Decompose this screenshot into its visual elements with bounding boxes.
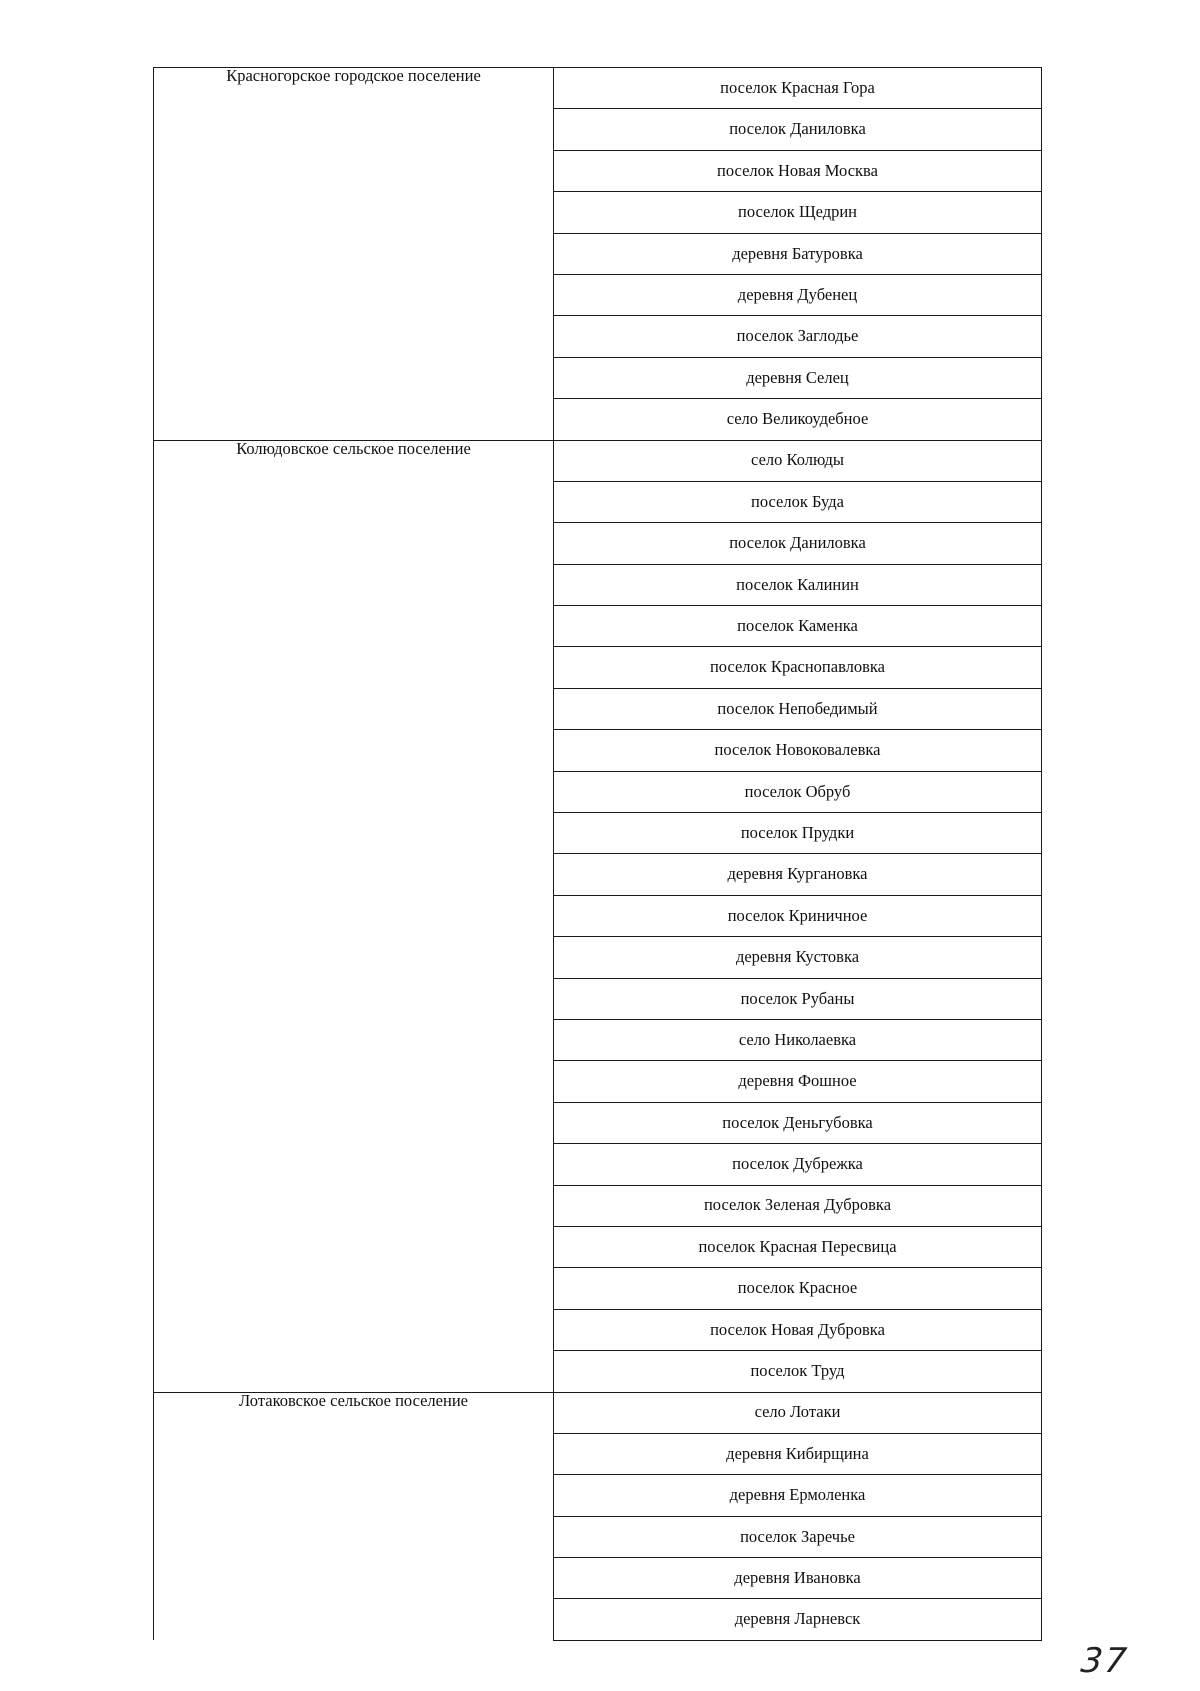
table-row <box>154 440 1042 481</box>
locality-cell: поселок Каменка <box>554 606 1042 647</box>
locality-cell: деревня Селец <box>554 357 1042 398</box>
locality-cell: деревня Ларневск <box>554 1599 1042 1640</box>
locality-cell: поселок Даниловка <box>554 523 1042 564</box>
locality-cell: деревня Ивановка <box>554 1558 1042 1599</box>
locality-cell: поселок Рубаны <box>554 978 1042 1019</box>
locality-cell: поселок Обруб <box>554 771 1042 812</box>
settlement-name-cell: Красногорское городское поселение <box>154 68 554 441</box>
locality-cell: поселок Заречье <box>554 1516 1042 1557</box>
locality-cell: деревня Фошное <box>554 1061 1042 1102</box>
locality-cell: поселок Новая Дубровка <box>554 1309 1042 1350</box>
locality-cell: поселок Новая Москва <box>554 150 1042 191</box>
locality-cell: поселок Даниловка <box>554 109 1042 150</box>
locality-cell: село Лотаки <box>554 1392 1042 1433</box>
locality-cell: село Колюды <box>554 440 1042 481</box>
locality-cell: поселок Щедрин <box>554 192 1042 233</box>
locality-cell: поселок Буда <box>554 481 1042 522</box>
locality-cell: поселок Прудки <box>554 813 1042 854</box>
locality-cell: деревня Кибирщина <box>554 1433 1042 1474</box>
locality-cell: поселок Красное <box>554 1268 1042 1309</box>
locality-cell: село Николаевка <box>554 1019 1042 1060</box>
locality-cell: деревня Кустовка <box>554 937 1042 978</box>
page-number: 37 <box>1078 1641 1131 1681</box>
settlements-table <box>153 67 1042 1641</box>
locality-cell: поселок Краснопавловка <box>554 647 1042 688</box>
locality-cell: поселок Дубрежка <box>554 1144 1042 1185</box>
locality-cell: поселок Новоковалевка <box>554 730 1042 771</box>
settlements-table-body <box>154 68 1042 1641</box>
locality-cell: село Великоудебное <box>554 399 1042 440</box>
locality-cell: поселок Труд <box>554 1351 1042 1392</box>
settlement-name-cell: Лотаковское сельское поселение <box>154 1392 554 1640</box>
locality-cell: поселок Непобедимый <box>554 688 1042 729</box>
locality-cell: деревня Батуровка <box>554 233 1042 274</box>
locality-cell: поселок Криничное <box>554 895 1042 936</box>
locality-cell: поселок Калинин <box>554 564 1042 605</box>
table-row <box>154 1392 1042 1433</box>
locality-cell: поселок Красная Гора <box>554 68 1042 109</box>
locality-cell: поселок Деньгубовка <box>554 1102 1042 1143</box>
locality-cell: поселок Красная Пересвица <box>554 1226 1042 1267</box>
locality-cell: деревня Ермоленка <box>554 1475 1042 1516</box>
locality-cell: деревня Дубенец <box>554 274 1042 315</box>
locality-cell: поселок Зеленая Дубровка <box>554 1185 1042 1226</box>
table-row <box>154 68 1042 109</box>
locality-cell: поселок Заглодье <box>554 316 1042 357</box>
settlement-name-cell: Колюдовское сельское поселение <box>154 440 554 1392</box>
locality-cell: деревня Кургановка <box>554 854 1042 895</box>
